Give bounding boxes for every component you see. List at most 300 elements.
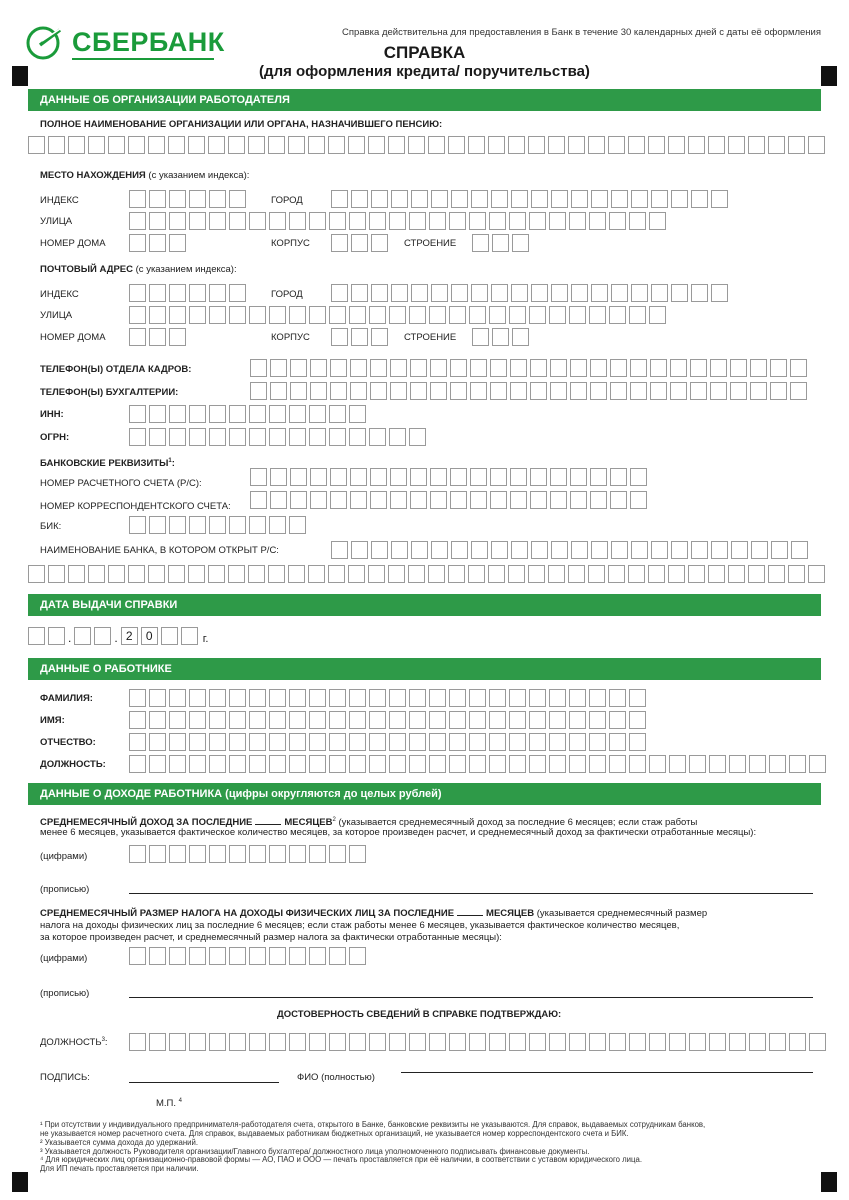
char-cell[interactable]: [589, 306, 606, 324]
char-cell[interactable]: [671, 190, 688, 208]
char-cell[interactable]: [309, 733, 326, 751]
char-cell[interactable]: [788, 136, 805, 154]
char-cell[interactable]: [169, 947, 186, 965]
char-cell[interactable]: [651, 190, 668, 208]
char-cell[interactable]: [310, 491, 327, 509]
char-cell[interactable]: [168, 565, 185, 583]
char-cell[interactable]: [808, 136, 825, 154]
char-cell[interactable]: [450, 491, 467, 509]
char-cell[interactable]: [129, 405, 146, 423]
char-cell[interactable]: [449, 755, 466, 773]
char-cell[interactable]: [329, 689, 346, 707]
char-cell[interactable]: [189, 306, 206, 324]
char-cell[interactable]: [391, 190, 408, 208]
char-cell[interactable]: [749, 1033, 766, 1051]
char-cell[interactable]: [331, 541, 348, 559]
char-cell[interactable]: [209, 306, 226, 324]
char-cell[interactable]: [808, 565, 825, 583]
char-cell[interactable]: [289, 428, 306, 446]
char-cell[interactable]: [450, 382, 467, 400]
char-cell[interactable]: [409, 1033, 426, 1051]
char-cell[interactable]: [329, 947, 346, 965]
char-cell[interactable]: [129, 516, 146, 534]
char-cell[interactable]: [690, 359, 707, 377]
char-cell[interactable]: [551, 284, 568, 302]
char-cell[interactable]: [389, 711, 406, 729]
char-cell[interactable]: [611, 541, 628, 559]
char-cell[interactable]: [429, 711, 446, 729]
char-cell[interactable]: [268, 136, 285, 154]
char-cell[interactable]: [389, 1033, 406, 1051]
char-cell[interactable]: [609, 306, 626, 324]
acc-phone-input[interactable]: [250, 382, 810, 400]
char-cell[interactable]: [691, 190, 708, 208]
char-cell[interactable]: [709, 755, 726, 773]
char-cell[interactable]: [609, 1033, 626, 1051]
char-cell[interactable]: [188, 136, 205, 154]
char-cell[interactable]: [329, 733, 346, 751]
char-cell[interactable]: [768, 565, 785, 583]
char-cell[interactable]: [209, 845, 226, 863]
hr-phone-input[interactable]: [250, 359, 810, 377]
char-cell[interactable]: [589, 212, 606, 230]
char-cell[interactable]: [129, 212, 146, 230]
char-cell[interactable]: [809, 1033, 826, 1051]
char-cell[interactable]: [371, 284, 388, 302]
char-cell[interactable]: [728, 565, 745, 583]
char-cell[interactable]: [350, 382, 367, 400]
char-cell[interactable]: [548, 136, 565, 154]
char-cell[interactable]: [149, 328, 166, 346]
char-cell[interactable]: [529, 212, 546, 230]
char-cell[interactable]: [529, 733, 546, 751]
char-cell[interactable]: [608, 136, 625, 154]
char-cell[interactable]: [510, 382, 527, 400]
char-cell[interactable]: [249, 711, 266, 729]
char-cell[interactable]: [491, 284, 508, 302]
loc-structure-input[interactable]: [472, 234, 532, 252]
char-cell[interactable]: [169, 212, 186, 230]
char-cell[interactable]: [229, 428, 246, 446]
char-cell[interactable]: [249, 306, 266, 324]
char-cell[interactable]: [369, 755, 386, 773]
char-cell[interactable]: [288, 136, 305, 154]
char-cell[interactable]: [610, 382, 627, 400]
char-cell[interactable]: [591, 541, 608, 559]
char-cell[interactable]: [189, 947, 206, 965]
char-cell[interactable]: [629, 711, 646, 729]
char-cell[interactable]: [569, 733, 586, 751]
char-cell[interactable]: [629, 306, 646, 324]
char-cell[interactable]: [711, 541, 728, 559]
char-cell[interactable]: [750, 382, 767, 400]
char-cell[interactable]: [371, 234, 388, 252]
char-cell[interactable]: [748, 136, 765, 154]
char-cell[interactable]: [431, 284, 448, 302]
name-input[interactable]: [129, 711, 649, 729]
char-cell[interactable]: [250, 491, 267, 509]
char-cell[interactable]: [770, 359, 787, 377]
char-cell[interactable]: [550, 491, 567, 509]
issue-month-digit-2[interactable]: [94, 627, 111, 645]
char-cell[interactable]: [589, 711, 606, 729]
tax-digits-input[interactable]: [129, 947, 369, 965]
char-cell[interactable]: [189, 689, 206, 707]
char-cell[interactable]: [229, 516, 246, 534]
char-cell[interactable]: [269, 689, 286, 707]
corr-account-input[interactable]: [250, 491, 650, 509]
char-cell[interactable]: [649, 212, 666, 230]
char-cell[interactable]: [349, 947, 366, 965]
char-cell[interactable]: [428, 136, 445, 154]
char-cell[interactable]: [509, 306, 526, 324]
char-cell[interactable]: [490, 468, 507, 486]
char-cell[interactable]: [450, 359, 467, 377]
char-cell[interactable]: [369, 1033, 386, 1051]
char-cell[interactable]: [690, 382, 707, 400]
char-cell[interactable]: [269, 516, 286, 534]
char-cell[interactable]: [370, 491, 387, 509]
char-cell[interactable]: [610, 468, 627, 486]
char-cell[interactable]: [229, 947, 246, 965]
char-cell[interactable]: [488, 565, 505, 583]
char-cell[interactable]: [492, 328, 509, 346]
char-cell[interactable]: [508, 565, 525, 583]
char-cell[interactable]: [349, 428, 366, 446]
char-cell[interactable]: [571, 190, 588, 208]
char-cell[interactable]: [350, 468, 367, 486]
char-cell[interactable]: [330, 382, 347, 400]
char-cell[interactable]: [451, 190, 468, 208]
char-cell[interactable]: [711, 190, 728, 208]
char-cell[interactable]: [510, 359, 527, 377]
char-cell[interactable]: [631, 190, 648, 208]
char-cell[interactable]: [428, 565, 445, 583]
char-cell[interactable]: [149, 845, 166, 863]
char-cell[interactable]: [710, 382, 727, 400]
char-cell[interactable]: [189, 405, 206, 423]
char-cell[interactable]: [669, 755, 686, 773]
char-cell[interactable]: [511, 190, 528, 208]
loc-city-input[interactable]: [331, 190, 731, 208]
char-cell[interactable]: [189, 733, 206, 751]
char-cell[interactable]: [129, 1033, 146, 1051]
char-cell[interactable]: [351, 541, 368, 559]
position-input[interactable]: [129, 755, 829, 773]
char-cell[interactable]: [249, 845, 266, 863]
char-cell[interactable]: [28, 136, 45, 154]
char-cell[interactable]: [308, 565, 325, 583]
char-cell[interactable]: [270, 468, 287, 486]
char-cell[interactable]: [408, 565, 425, 583]
char-cell[interactable]: [351, 328, 368, 346]
char-cell[interactable]: [631, 541, 648, 559]
char-cell[interactable]: [149, 428, 166, 446]
char-cell[interactable]: [370, 359, 387, 377]
char-cell[interactable]: [169, 284, 186, 302]
loc-building-input[interactable]: [331, 234, 391, 252]
char-cell[interactable]: [269, 1033, 286, 1051]
char-cell[interactable]: [229, 711, 246, 729]
char-cell[interactable]: [149, 234, 166, 252]
char-cell[interactable]: [429, 1033, 446, 1051]
char-cell[interactable]: [349, 689, 366, 707]
char-cell[interactable]: [128, 565, 145, 583]
char-cell[interactable]: [169, 306, 186, 324]
char-cell[interactable]: [769, 755, 786, 773]
income-digits-input[interactable]: [129, 845, 369, 863]
char-cell[interactable]: [169, 428, 186, 446]
char-cell[interactable]: [390, 491, 407, 509]
char-cell[interactable]: [350, 359, 367, 377]
bik-input[interactable]: [129, 516, 309, 534]
char-cell[interactable]: [410, 491, 427, 509]
char-cell[interactable]: [549, 689, 566, 707]
char-cell[interactable]: [169, 711, 186, 729]
avg-income-months-blank[interactable]: [255, 824, 281, 825]
char-cell[interactable]: [369, 733, 386, 751]
char-cell[interactable]: [389, 306, 406, 324]
char-cell[interactable]: [369, 711, 386, 729]
char-cell[interactable]: [748, 565, 765, 583]
char-cell[interactable]: [589, 689, 606, 707]
char-cell[interactable]: [549, 212, 566, 230]
char-cell[interactable]: [129, 428, 146, 446]
char-cell[interactable]: [448, 136, 465, 154]
patronymic-input[interactable]: [129, 733, 649, 751]
char-cell[interactable]: [711, 284, 728, 302]
char-cell[interactable]: [189, 516, 206, 534]
char-cell[interactable]: [671, 284, 688, 302]
char-cell[interactable]: [489, 306, 506, 324]
char-cell[interactable]: [329, 212, 346, 230]
char-cell[interactable]: [331, 234, 348, 252]
char-cell[interactable]: [149, 190, 166, 208]
char-cell[interactable]: [349, 212, 366, 230]
char-cell[interactable]: [688, 136, 705, 154]
char-cell[interactable]: [708, 136, 725, 154]
char-cell[interactable]: [149, 947, 166, 965]
char-cell[interactable]: [148, 136, 165, 154]
char-cell[interactable]: [731, 541, 748, 559]
char-cell[interactable]: [269, 212, 286, 230]
income-words-input[interactable]: [129, 893, 813, 894]
char-cell[interactable]: [289, 212, 306, 230]
char-cell[interactable]: [129, 328, 146, 346]
char-cell[interactable]: [511, 541, 528, 559]
char-cell[interactable]: [269, 711, 286, 729]
char-cell[interactable]: [628, 565, 645, 583]
char-cell[interactable]: [471, 284, 488, 302]
char-cell[interactable]: [628, 136, 645, 154]
char-cell[interactable]: [189, 212, 206, 230]
char-cell[interactable]: [691, 284, 708, 302]
char-cell[interactable]: [88, 565, 105, 583]
char-cell[interactable]: [249, 947, 266, 965]
char-cell[interactable]: [710, 359, 727, 377]
char-cell[interactable]: [348, 136, 365, 154]
char-cell[interactable]: [149, 284, 166, 302]
char-cell[interactable]: [470, 468, 487, 486]
char-cell[interactable]: [149, 212, 166, 230]
bank-name-input-row-2[interactable]: [28, 565, 828, 583]
char-cell[interactable]: [349, 306, 366, 324]
char-cell[interactable]: [568, 136, 585, 154]
char-cell[interactable]: [328, 565, 345, 583]
char-cell[interactable]: [569, 711, 586, 729]
char-cell[interactable]: [451, 541, 468, 559]
post-building-input[interactable]: [331, 328, 391, 346]
char-cell[interactable]: [491, 541, 508, 559]
char-cell[interactable]: [450, 468, 467, 486]
char-cell[interactable]: [431, 541, 448, 559]
char-cell[interactable]: [549, 1033, 566, 1051]
char-cell[interactable]: [451, 284, 468, 302]
char-cell[interactable]: [549, 755, 566, 773]
char-cell[interactable]: [309, 755, 326, 773]
char-cell[interactable]: [669, 1033, 686, 1051]
char-cell[interactable]: [550, 359, 567, 377]
char-cell[interactable]: [569, 212, 586, 230]
char-cell[interactable]: [509, 733, 526, 751]
char-cell[interactable]: [389, 755, 406, 773]
char-cell[interactable]: [608, 565, 625, 583]
char-cell[interactable]: [569, 306, 586, 324]
char-cell[interactable]: [510, 491, 527, 509]
char-cell[interactable]: [369, 689, 386, 707]
char-cell[interactable]: [189, 755, 206, 773]
char-cell[interactable]: [28, 565, 45, 583]
char-cell[interactable]: [470, 382, 487, 400]
char-cell[interactable]: [149, 689, 166, 707]
char-cell[interactable]: [348, 565, 365, 583]
char-cell[interactable]: [308, 136, 325, 154]
char-cell[interactable]: [309, 1033, 326, 1051]
char-cell[interactable]: [530, 491, 547, 509]
char-cell[interactable]: [591, 284, 608, 302]
char-cell[interactable]: [771, 541, 788, 559]
char-cell[interactable]: [549, 306, 566, 324]
char-cell[interactable]: [448, 565, 465, 583]
char-cell[interactable]: [568, 565, 585, 583]
char-cell[interactable]: [129, 755, 146, 773]
char-cell[interactable]: [349, 405, 366, 423]
char-cell[interactable]: [630, 468, 647, 486]
char-cell[interactable]: [489, 1033, 506, 1051]
char-cell[interactable]: [730, 382, 747, 400]
char-cell[interactable]: [590, 359, 607, 377]
char-cell[interactable]: [68, 565, 85, 583]
char-cell[interactable]: [490, 491, 507, 509]
char-cell[interactable]: [229, 212, 246, 230]
char-cell[interactable]: [289, 516, 306, 534]
char-cell[interactable]: [651, 284, 668, 302]
char-cell[interactable]: [229, 1033, 246, 1051]
org-name-row-1[interactable]: [28, 136, 828, 154]
char-cell[interactable]: [249, 755, 266, 773]
post-index-input[interactable]: [129, 284, 249, 302]
char-cell[interactable]: [550, 382, 567, 400]
char-cell[interactable]: [629, 755, 646, 773]
char-cell[interactable]: [371, 190, 388, 208]
char-cell[interactable]: [571, 284, 588, 302]
char-cell[interactable]: [668, 136, 685, 154]
char-cell[interactable]: [351, 284, 368, 302]
char-cell[interactable]: [209, 755, 226, 773]
char-cell[interactable]: [209, 405, 226, 423]
char-cell[interactable]: [370, 468, 387, 486]
char-cell[interactable]: [129, 234, 146, 252]
account-input[interactable]: [250, 468, 650, 486]
char-cell[interactable]: [208, 565, 225, 583]
char-cell[interactable]: [571, 541, 588, 559]
char-cell[interactable]: [189, 1033, 206, 1051]
char-cell[interactable]: [629, 1033, 646, 1051]
char-cell[interactable]: [169, 845, 186, 863]
char-cell[interactable]: [209, 190, 226, 208]
char-cell[interactable]: [309, 947, 326, 965]
char-cell[interactable]: [329, 845, 346, 863]
char-cell[interactable]: [329, 306, 346, 324]
char-cell[interactable]: [489, 755, 506, 773]
char-cell[interactable]: [469, 689, 486, 707]
post-structure-input[interactable]: [472, 328, 532, 346]
char-cell[interactable]: [429, 733, 446, 751]
char-cell[interactable]: [589, 733, 606, 751]
char-cell[interactable]: [470, 491, 487, 509]
char-cell[interactable]: [470, 359, 487, 377]
char-cell[interactable]: [790, 382, 807, 400]
char-cell[interactable]: [649, 306, 666, 324]
issue-year-digit-3[interactable]: [161, 627, 178, 645]
char-cell[interactable]: [509, 689, 526, 707]
char-cell[interactable]: [329, 428, 346, 446]
char-cell[interactable]: [368, 136, 385, 154]
post-city-input[interactable]: [331, 284, 731, 302]
char-cell[interactable]: [129, 306, 146, 324]
char-cell[interactable]: [469, 212, 486, 230]
char-cell[interactable]: [650, 382, 667, 400]
char-cell[interactable]: [289, 947, 306, 965]
char-cell[interactable]: [331, 328, 348, 346]
char-cell[interactable]: [511, 284, 528, 302]
char-cell[interactable]: [789, 755, 806, 773]
char-cell[interactable]: [149, 1033, 166, 1051]
char-cell[interactable]: [489, 212, 506, 230]
char-cell[interactable]: [269, 755, 286, 773]
char-cell[interactable]: [629, 689, 646, 707]
char-cell[interactable]: [229, 284, 246, 302]
char-cell[interactable]: [229, 405, 246, 423]
char-cell[interactable]: [351, 234, 368, 252]
char-cell[interactable]: [488, 136, 505, 154]
char-cell[interactable]: [728, 136, 745, 154]
char-cell[interactable]: [730, 359, 747, 377]
char-cell[interactable]: [249, 405, 266, 423]
char-cell[interactable]: [570, 382, 587, 400]
char-cell[interactable]: [228, 565, 245, 583]
char-cell[interactable]: [249, 212, 266, 230]
char-cell[interactable]: [431, 190, 448, 208]
char-cell[interactable]: [349, 755, 366, 773]
char-cell[interactable]: [531, 284, 548, 302]
char-cell[interactable]: [248, 136, 265, 154]
char-cell[interactable]: [729, 1033, 746, 1051]
char-cell[interactable]: [430, 359, 447, 377]
char-cell[interactable]: [310, 468, 327, 486]
char-cell[interactable]: [489, 711, 506, 729]
char-cell[interactable]: [88, 136, 105, 154]
